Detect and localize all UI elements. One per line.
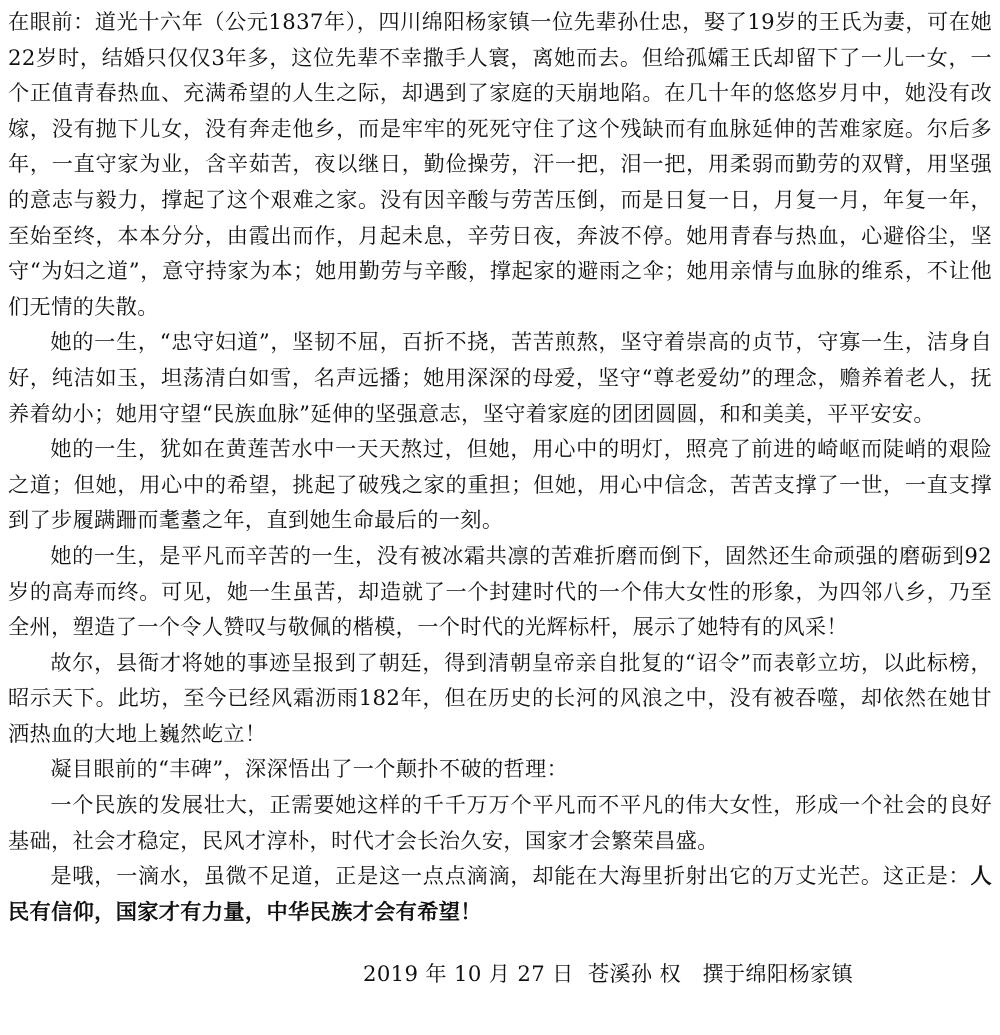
paragraph-5: 故尔，县衙才将她的事迹呈报到了朝廷，得到清朝皇帝亲自批复的“诏令”而表彰立坊，以此标榜，昭示天下。此坊，至今已经风霜沥雨182年，但在历史的长河的风浪之中，没有被吞噬，却依然在她甘洒热血的大地上巍然屹立！ (8, 649, 992, 746)
paragraph-3: 她的一生，犹如在黄莲苦水中一天天熬过，但她，用心中的明灯，照亮了前进的崎岖而陡峭的艰险之道；但她，用心中的希望，挑起了破残之家的重担；但她，用心中信念，苦苦支撑了一世，一直支撑到了步履蹒跚而耄耋之年，直到她生命最后的一刻。 (8, 436, 992, 533)
closing-text: 是哦，一滴水，虽微不足道，正是这一点点滴滴，却能在大海里折射出它的万丈光芒。这正是： (50, 863, 971, 889)
paragraph-8 (8, 858, 992, 929)
signature-line: 2019 年 10 月 27 日 苍溪孙 权 撰于绵阳杨家镇 (363, 961, 854, 986)
paragraph-2: 她的一生，“忠守妇道”，坚韧不屈，百折不挠，苦苦煎熬，坚守着崇高的贞节，守寡一生，洁身自好，纯洁如玉，坦荡清白如雪，名声远播；她用深深的母爱，坚守“尊老爱幼”的理念，赡养着老人，抚养着幼小；她用守望“民族血脉”延伸的坚强意志，坚守着家庭的团团圆圆，和和美美，平平安安。 (8, 329, 992, 426)
paragraph-1: 在眼前：道光十六年（公元1837年），四川绵阳杨家镇一位先辈孙仕忠，娶了19岁的王氏为妻，可在她22岁时，结婚只仅仅3年多，这位先辈不幸撒手人寰，离她而去。但给孤孀王氏却留下了一儿一女，一个正值青春热血、充满希望的人生之际，却遇到了家庭的天崩地陷。在几十年的悠悠岁月中，她没有改嫁，没有抛下儿女，没有奔走他乡，而是牢牢的死死守住了这个残缺而有血脉延伸的苦难家庭。尔后多年，一直守家为业，含辛茹苦，夜以继日，勤俭操劳，汗一把，泪一把，用柔弱而勤劳的双臂，用坚强的意志与毅力，撑起了这个艰难之家。没有因辛酸与劳苦压倒，而是日复一日，月复一月，年复一年，至始至终，本本分分，由霞出而作，月起未息，辛劳日夜，奔波不停。她用青春与热血，心避俗尘，坚守“为妇之道”，意守持家为本；她用勤劳与辛酸，撑起家的避雨之伞；她用亲情与血脉的维系，不让他们无情的失散。 (8, 9, 992, 319)
paragraph-7: 一个民族的发展壮大，正需要她这样的千千万万个平凡而不平凡的伟大女性，形成一个社会的良好基础，社会才稳定，民风才淳朴，时代才会长治久安，国家才会繁荣昌盛。 (8, 792, 992, 853)
paragraph-4: 她的一生，是平凡而辛苦的一生，没有被冰霜共凛的苦难折磨而倒下，固然还生命顽强的磨砺到92岁的高寿而终。可见，她一生虽苦，却造就了一个封建时代的一个伟大女性的形象，为四邻八乡，乃至全州，塑造了一个令人赞叹与敬佩的楷模，一个时代的光辉标杆，展示了她特有的风采！ (8, 542, 992, 640)
closing-emphasis: 人民有信仰，国家才有力量，中华民族才会有希望！ (8, 863, 992, 924)
paragraph-6: 凝目眼前的“丰碑”，深深悟出了一个颠扑不破的哲理： (50, 756, 569, 782)
